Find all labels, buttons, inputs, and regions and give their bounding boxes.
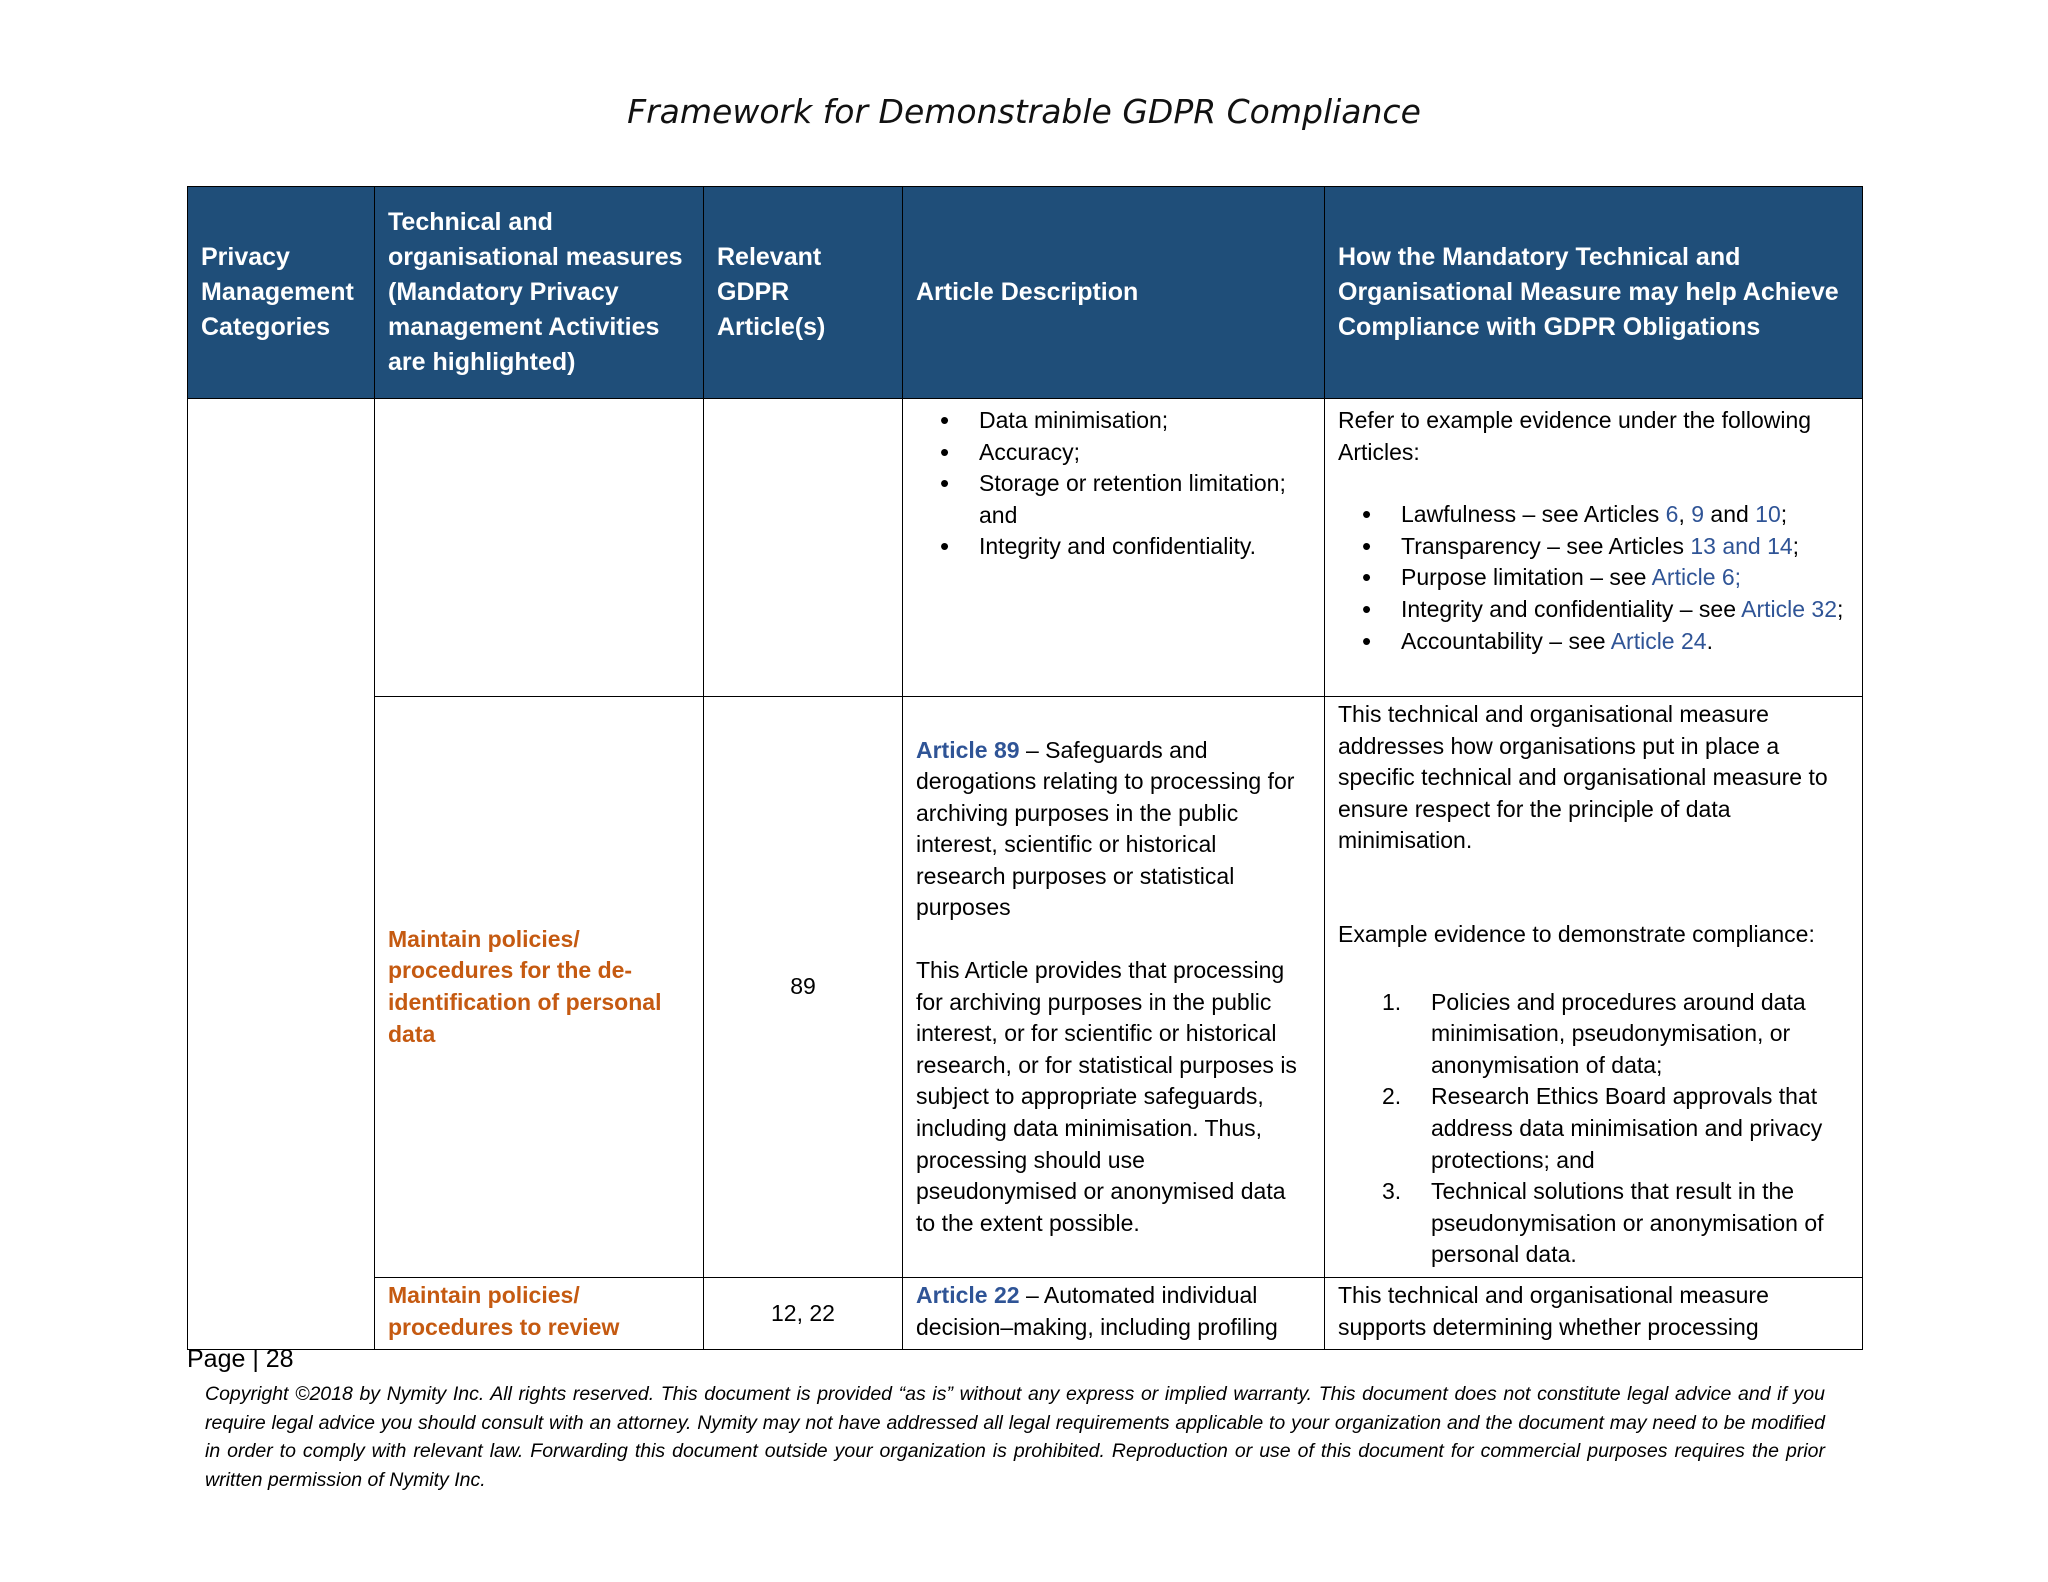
articles-cell-empty [704,399,903,697]
header-articles: Relevant GDPR Article(s) [704,187,903,399]
page-number: Page | 28 [187,1345,294,1373]
list-item: • Integrity and confidentiality – see Article 32; [1338,594,1849,626]
compliance-intro: Refer to example evidence under the following Articles: [1338,407,1812,465]
article-89-title: – Safeguards and derogations relating to processing for archiving purposes in the public interest, scientific or historical research purposes or statistical purposes [916,736,1295,921]
articles-89: 89 [704,697,903,1278]
list-item: 2. Research Ethics Board approvals that address data minimisation and privacy protections; and [1382,1083,1823,1173]
list-item: • Purpose limitation – see Article 6; [1338,562,1849,594]
copyright-notice: Copyright ©2018 by Nymity Inc. All rights reserved. This document is provided “as is” without any express or implied warranty. This document does not constitute legal advice and if you require legal advice you should consult with an attorney. Nymity may not have addressed all legal requirements applicable to your organization and the document may need to be modified in order to comply with relevant law. Forwarding this document outside your organization is prohibited. Reproduction or use of this document for commercial purposes requires the prior written permission of Nymity Inc. [205,1383,1825,1491]
header-article-description: Article Description [903,187,1325,399]
compliance-cell [1325,697,1863,1278]
measure-review: Maintain policies/ procedures to review [375,1277,704,1349]
evidence-list [1338,987,1849,1271]
article-32-link[interactable]: Article 32 [1741,595,1837,622]
list-item: • Transparency – see Articles 13 and 14; [1338,531,1849,563]
article-22-ref: Article 22 [916,1281,1020,1308]
table-row [188,399,1863,697]
privacy-category-cell [188,399,375,1350]
article-22-description [903,1277,1325,1349]
compliance-cell: This technical and organisational measure supports determining whether processing [1325,1277,1863,1349]
table-header-row [188,187,1863,399]
measure-de-identification: Maintain policies/ procedures for the de-identification of personal data [375,697,704,1278]
header-measures: Technical and organisational measures (Mandatory Privacy management Activities are highlighted) [375,187,704,399]
articles-12-22: 12, 22 [704,1277,903,1349]
list-item: • Lawfulness – see Articles 6, 9 and 10; [1338,499,1849,531]
article-13-14-link[interactable]: 13 and 14 [1690,532,1793,559]
article-9-link[interactable]: 9 [1691,501,1705,528]
description-cell [903,399,1325,697]
list-item: 3. Technical solutions that result in the pseudonymisation or anonymisation of personal data. [1382,1178,1824,1268]
document-title: Framework for Demonstrable GDPR Compliance [627,92,1421,131]
evidence-articles-list [1338,499,1849,657]
compliance-table [187,186,1863,1350]
compliance-cell [1325,399,1863,697]
list-item: • Accuracy; [916,437,1311,469]
list-item: • Accountability – see Article 24. [1338,626,1849,658]
article-22-title: – Automated individual decision–making, including profiling [916,1281,1278,1340]
list-item: 1. Policies and procedures around data minimisation, pseudonymisation, or anonymisation of data; [1382,988,1806,1078]
article-24-link[interactable]: Article 24 [1610,627,1707,654]
principles-list [916,405,1311,563]
evidence-label: Example evidence to demonstrate compliance: [1338,920,1815,947]
article-6-link[interactable]: Article 6; [1651,564,1742,591]
article-89-body: This Article provides that processing for archiving purposes in the public interest, or for scientific or historical research, or for statistical purposes is subject to appropriate safeguards, including data minimisation. Thus, processing should use pseudonymised or anonymised data to the extent possible. [916,957,1297,1236]
compliance-intro: This technical and organisational measure addresses how organisations put in place a specific technical and organisational measure to ensure respect for the principle of data minimisation. [1338,701,1828,854]
measure-cell-empty [375,399,704,697]
table-row [188,1277,1863,1349]
article-10-link[interactable]: 10 [1755,501,1781,528]
article-89-description [903,697,1325,1278]
list-item: • Storage or retention limitation; and [916,468,1311,531]
article-89-ref: Article 89 [916,736,1020,763]
list-item: • Data minimisation; [916,405,1311,437]
list-item: • Integrity and confidentiality. [916,531,1311,563]
article-6-link[interactable]: 6 [1665,501,1679,528]
table-row [188,697,1863,1278]
header-privacy-categories: Privacy Management Categories [188,187,375,399]
header-compliance: How the Mandatory Technical and Organisational Measure may help Achieve Compliance with GDPR Obligations [1325,187,1863,399]
